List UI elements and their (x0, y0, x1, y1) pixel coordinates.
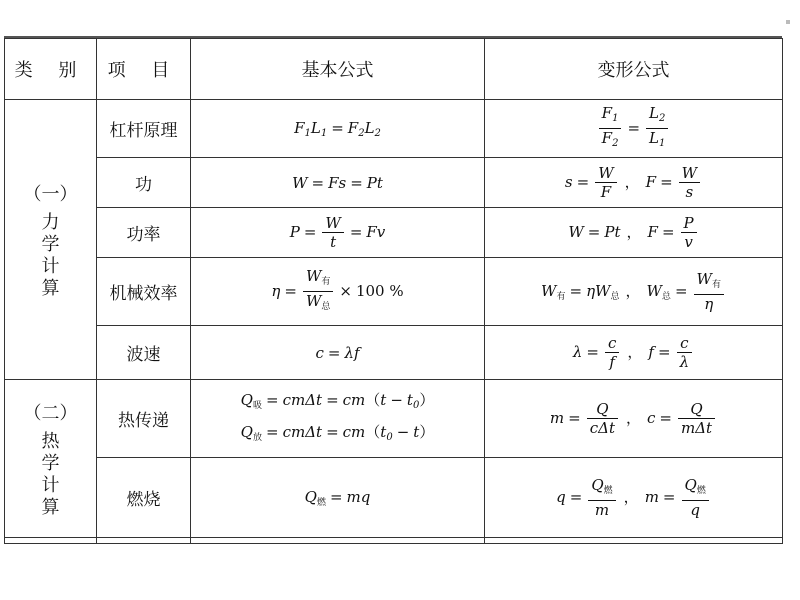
item-combustion: 燃烧 (97, 458, 191, 538)
formula-text: $\frac{F_1}{F_2}$ = $\frac{L_2}{L_1}$ (597, 119, 671, 137)
formula-text: q = $\frac{Q_燃}{m}$ ， m = $\frac{Q_燃}{q}$ (556, 488, 711, 506)
category-number: （二） (23, 402, 78, 424)
category-chars: 力 学 计 算 (41, 211, 60, 299)
formula-text: $Q_燃$ = mq (304, 487, 371, 508)
header-basic-formula: 基本公式 (191, 39, 485, 100)
basic-formula-lever (191, 100, 485, 158)
formula-text: s = $\frac{W}{F}$ ， F = $\frac{W}{s}$ (565, 173, 702, 191)
variant-formula-work (485, 158, 783, 208)
basic-formula-efficiency (191, 258, 485, 326)
formula-text: m = $\frac{Q}{\text{cΔt}}$ ， c = $\frac{Q}{\text{mΔt}}$ (550, 409, 717, 427)
basic-formula-power (191, 208, 485, 258)
variant-formula-efficiency (485, 258, 783, 326)
formula-text: $Q_吸 = cm\Delta t = cm(t - t_0)$ (240, 390, 435, 411)
category-mechanics (5, 100, 97, 380)
table-row (5, 380, 783, 458)
variant-formula-power (485, 208, 783, 258)
category-heat (5, 380, 97, 538)
variant-formula-heat-transfer (485, 380, 783, 458)
formula-table (4, 38, 783, 544)
item-work: 功 (97, 158, 191, 208)
table-row-partial (5, 538, 783, 544)
formula-text: $Q_放 = cm\Delta t = cm(t_0 - t)$ (240, 422, 435, 443)
table-row (5, 258, 783, 326)
formula-text: $W_有 = \eta W_总$ ， $W_总$ = $\frac{W_有}{\eta}$ (541, 282, 726, 300)
corner-mark (786, 20, 790, 24)
basic-formula-work (191, 158, 485, 208)
header-variant-formula: 变形公式 (485, 39, 783, 100)
formula-text: c = λf (315, 343, 360, 362)
header-item: 项 目 (97, 39, 191, 100)
table-row (5, 158, 783, 208)
table-row (5, 100, 783, 158)
variant-formula-wave-speed (485, 326, 783, 380)
formula-text: λ = $\frac{c}{f}$ ， f = $\frac{c}{\lambda}$ (573, 343, 694, 361)
table-row (5, 326, 783, 380)
formula-text: $F_1L_1 = F_2L_2$ (294, 118, 381, 139)
table-row (5, 208, 783, 258)
item-lever: 杠杆原理 (97, 100, 191, 158)
category-chars: 热 学 计 算 (41, 430, 60, 518)
item-heat-transfer: 热传递 (97, 380, 191, 458)
header-category: 类 别 (5, 39, 97, 100)
formula-text: η = $\frac{W_有}{W_总}$ × 100 % (271, 267, 404, 312)
category-number: （一） (23, 183, 78, 205)
item-power: 功率 (97, 208, 191, 258)
item-wave-speed: 波速 (97, 326, 191, 380)
variant-formula-combustion (485, 458, 783, 538)
table-header-row (5, 39, 783, 100)
basic-formula-combustion (191, 458, 485, 538)
table-row (5, 458, 783, 538)
formula-text: W = Pt ， F = $\frac{P}{v}$ (568, 223, 698, 241)
basic-formula-wave-speed (191, 326, 485, 380)
formula-text: P = $\frac{W}{t}$ = Fv (289, 214, 386, 251)
basic-formula-heat-transfer (191, 380, 485, 458)
formula-text: W = Fs = Pt (292, 173, 383, 192)
variant-formula-lever (485, 100, 783, 158)
item-efficiency: 机械效率 (97, 258, 191, 326)
